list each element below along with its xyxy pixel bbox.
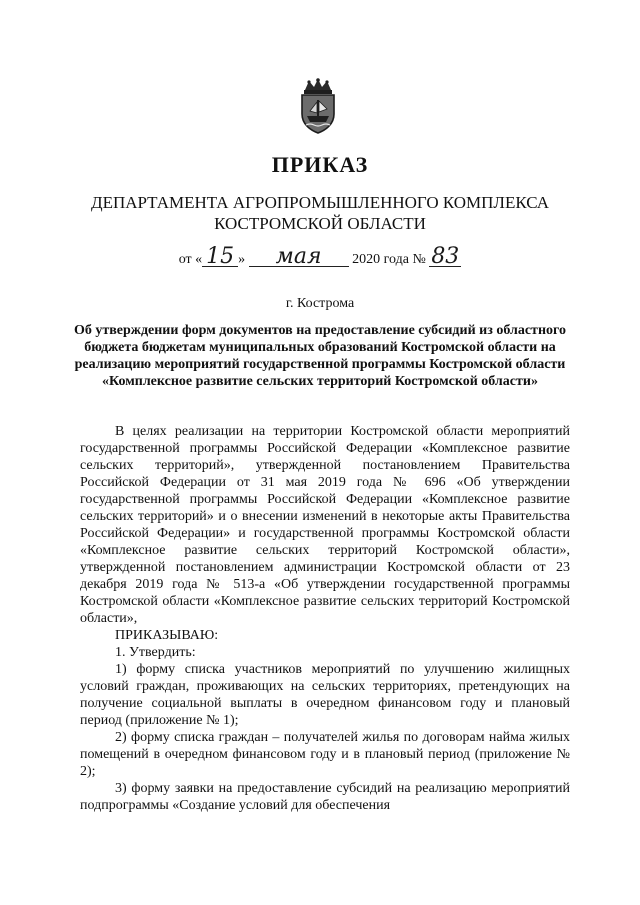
date-month-handwritten: мая — [249, 248, 349, 267]
date-day-handwritten: 15 — [202, 248, 238, 267]
order-subitem-3: 3) форму заявки на предоставление субсидий на реализацию мероприятий подпрограммы «Создание условий для обеспечения — [80, 781, 570, 813]
order-subitem-2: 2) форму списка граждан – получателей жилья по договорам найма жилых помещений в очередном финансовом году и в плановый период (приложение № 2); — [80, 730, 570, 779]
order-keyword: ПРИКАЗЫВАЮ: — [115, 628, 219, 643]
department-name: ДЕПАРТАМЕНТА АГРОПРОМЫШЛЕННОГО КОМПЛЕКСА КОСТРОМСКОЙ ОБЛАСТИ — [90, 193, 550, 233]
city-line: г. Кострома — [285, 296, 355, 311]
date-quote-close: » — [238, 252, 246, 267]
preamble-paragraph: В целях реализации на территории Костромской области мероприятий государственной программы Российской Федерации «Комплексное развитие сельских территорий», утвержденной постановлением Правительства Российской Федерации от 31 мая 2019 года № 696 «Об утверждении государственной программы Российской Федерации «Комплексное развитие сельских территорий» и о внесении изменений в некоторые акты Правительства Российской Федерации» и государственной программы Костромской области «Комплексное развитие сельских территорий Костромской области», утвержденной постановлением администрации Костромской области от 23 декабря 2019 года № 513-а «Об утверждении государственной программы Костромской области «Комплексное развитие сельских территорий Костромской области», — [80, 424, 570, 626]
order-subitem-1: 1) форму списка участников мероприятий по улучшению жилищных условий граждан, проживающих на сельских территориях, претендующих на получение социальной выплаты в очередном финансовом году и плановый период (приложение № 1); — [80, 662, 570, 728]
document-title: ПРИКАЗ — [271, 152, 369, 177]
order-number-handwritten: 83 — [431, 244, 460, 269]
coat-of-arms-icon — [293, 78, 343, 134]
order-subject: Об утверждении форм документов на предоставление субсидий из областного бюджета бюджетам муниципальных образований Костромской области на реализацию мероприятий государственной программы Костромской области «Комплексное развитие сельских территорий Костромской области» — [73, 323, 567, 389]
date-prefix: от « — [178, 252, 203, 267]
date-year: 2020 года № — [352, 252, 426, 267]
coat-of-arms-graphic — [293, 78, 343, 134]
order-body — [80, 423, 570, 814]
order-item-1: 1. Утвердить: — [115, 645, 196, 660]
order-date-line — [0, 244, 640, 269]
